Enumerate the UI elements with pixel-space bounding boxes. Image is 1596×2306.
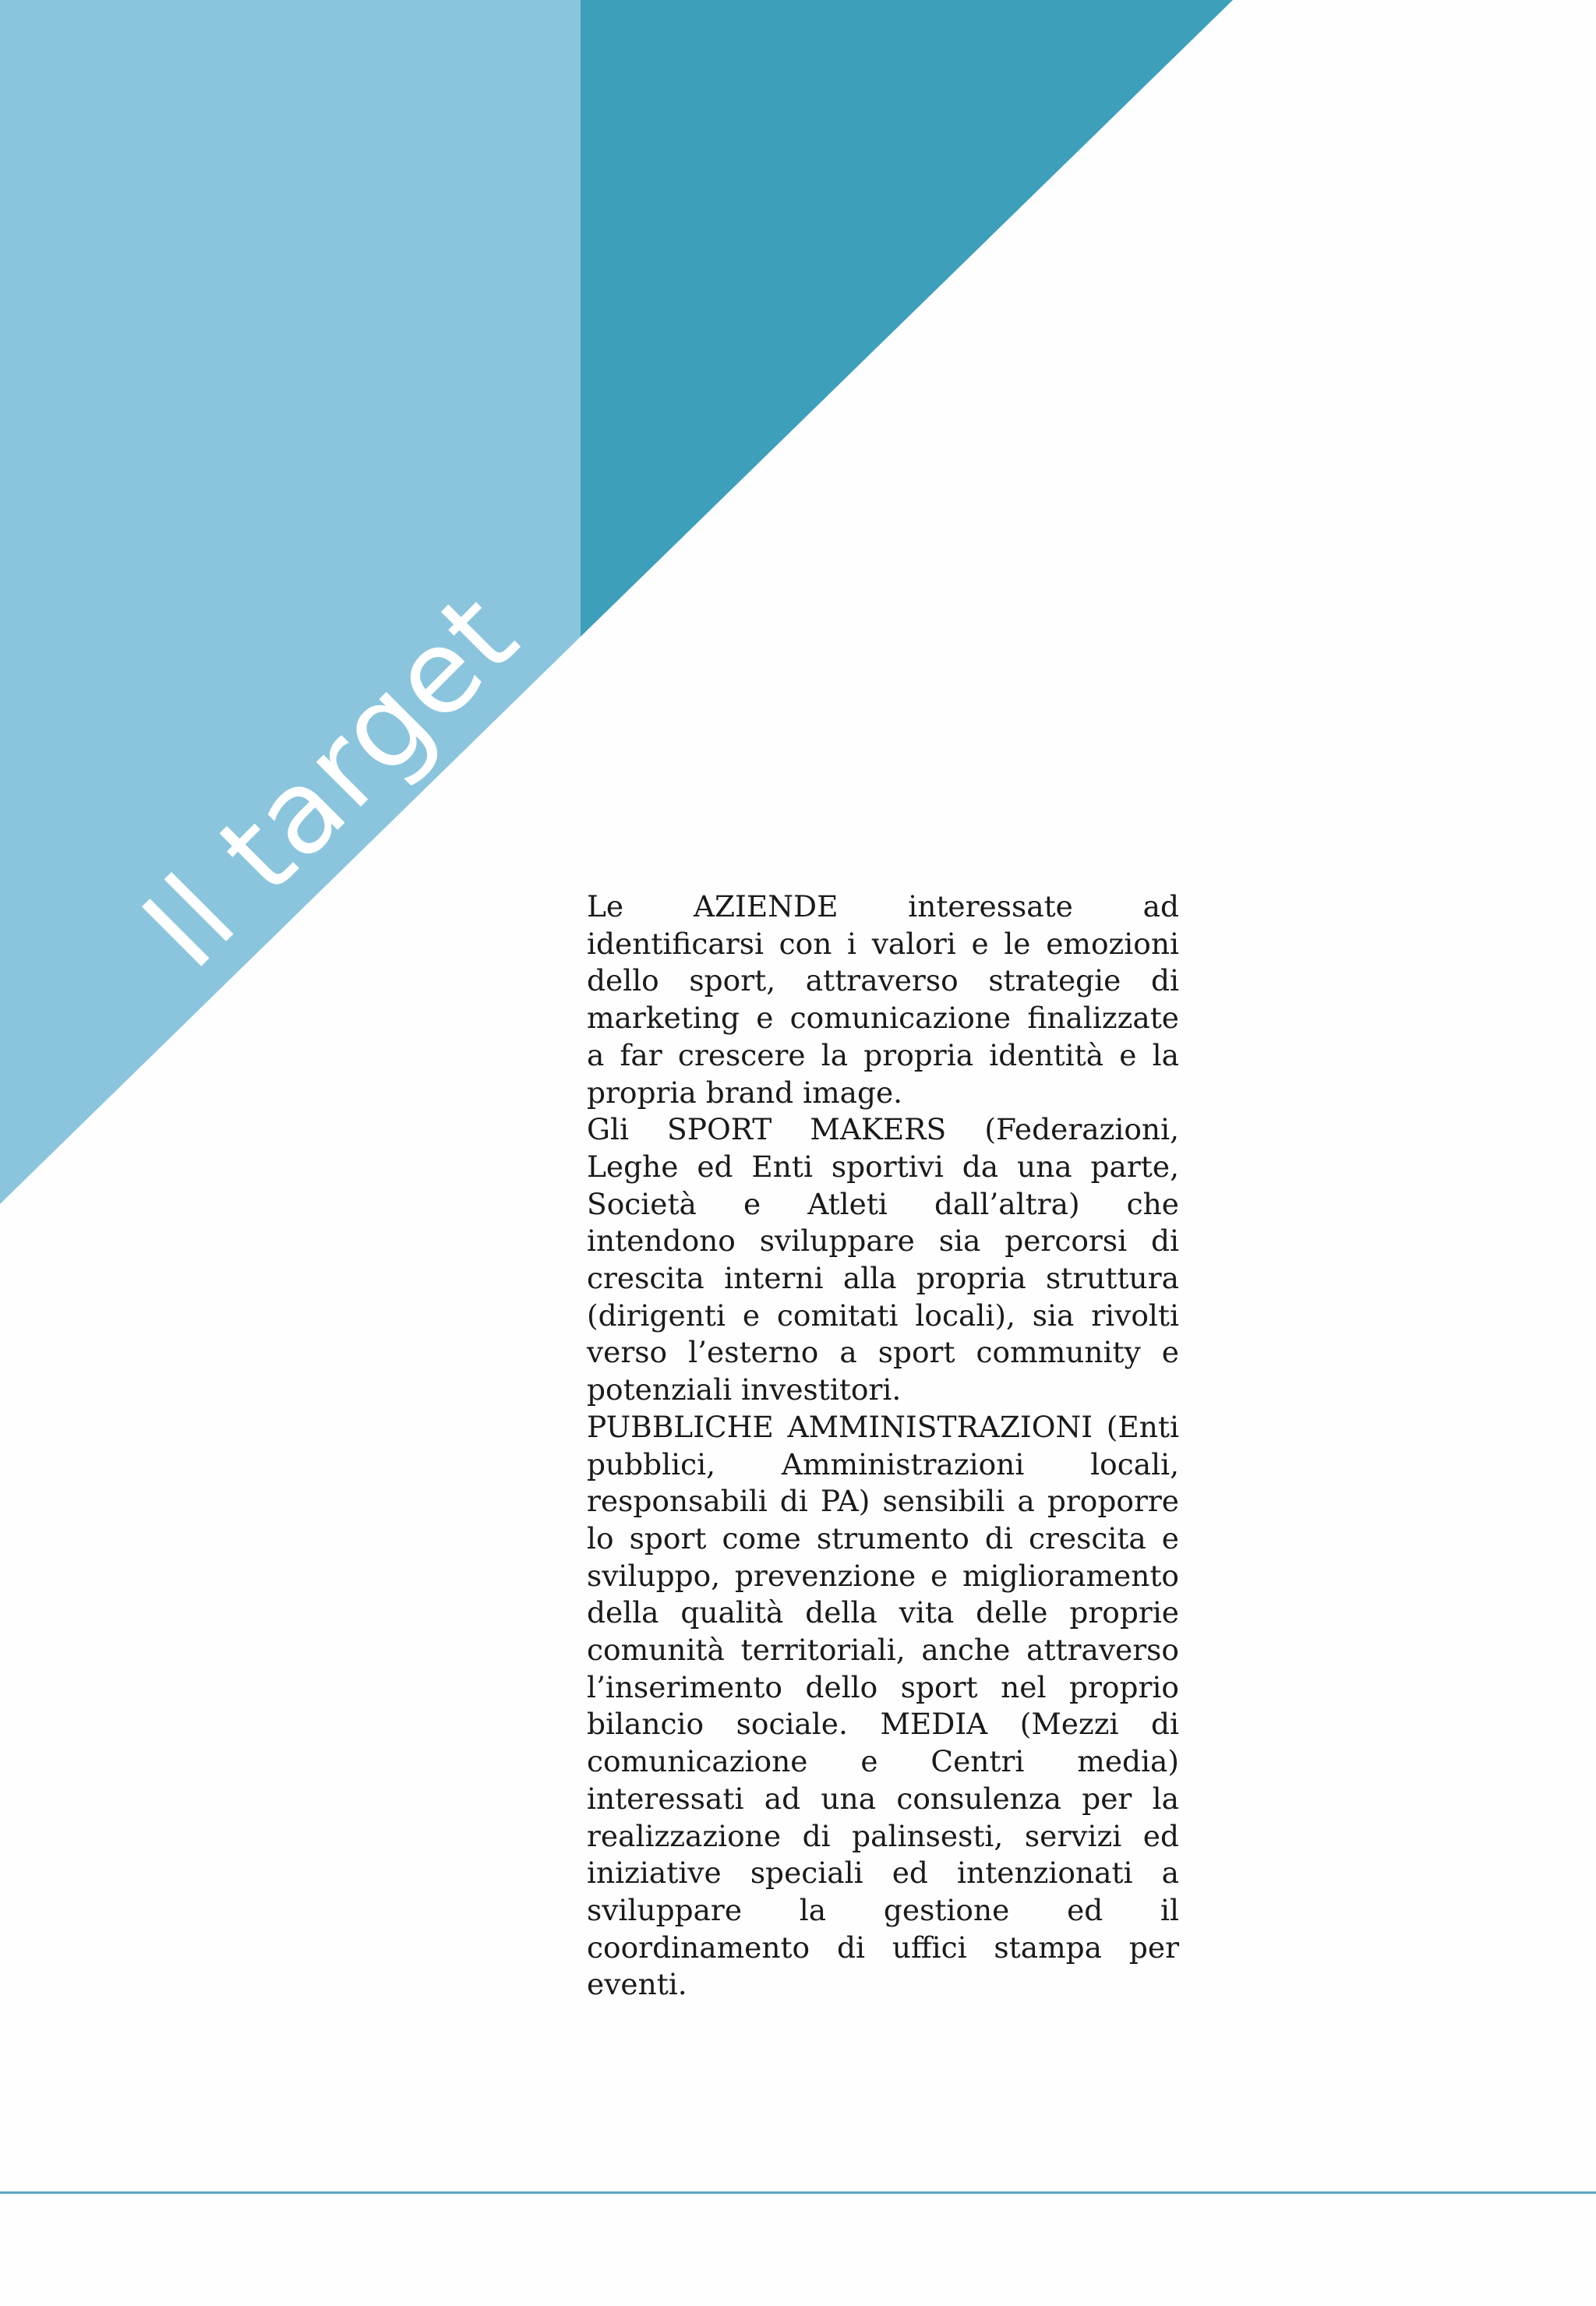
body-text	[587, 888, 1179, 2004]
light-blue-panel	[0, 0, 581, 1204]
teal-triangle	[581, 0, 1233, 637]
section-title: Il target	[118, 567, 543, 994]
paragraph-aziende: Le AZIENDE interessate ad identificarsi con i valori e le emozioni dello sport, attraverso strategie di marketing e comunicazione finalizzate a far crescere la propria identità e la propria brand image.	[587, 889, 1179, 1110]
paragraph-pubbliche-amministrazioni: PUBBLICHE AMMINISTRAZIONI (Enti pubblici, Amministrazioni locali, responsabili di PA) sensibili a proporre lo sport come strumento di crescita e sviluppo, prevenzione e miglioramento della qualità della vita delle proprie comunità territoriali, anche attraverso l’inserimento dello sport nel proprio bilancio sociale. MEDIA (Mezzi di comunicazione e Centri media) interessati ad una consulenza per la realizzazione di palinsesti, servizi ed iniziative speciali ed intenzionati a sviluppare la gestione ed il coordinamento di uffici stampa per eventi.	[587, 1409, 1179, 2002]
footer-divider	[0, 2191, 1596, 2194]
paragraph-sport-makers: Gli SPORT MAKERS (Federazioni, Leghe ed Enti sportivi da una parte, Società e Atleti dall’altra) che intendono sviluppare sia percorsi di crescita interni alla propria struttura (dirigenti e comitati locali), sia rivolti verso l’esterno a sport community e potenziali investitori.	[587, 1112, 1179, 1407]
